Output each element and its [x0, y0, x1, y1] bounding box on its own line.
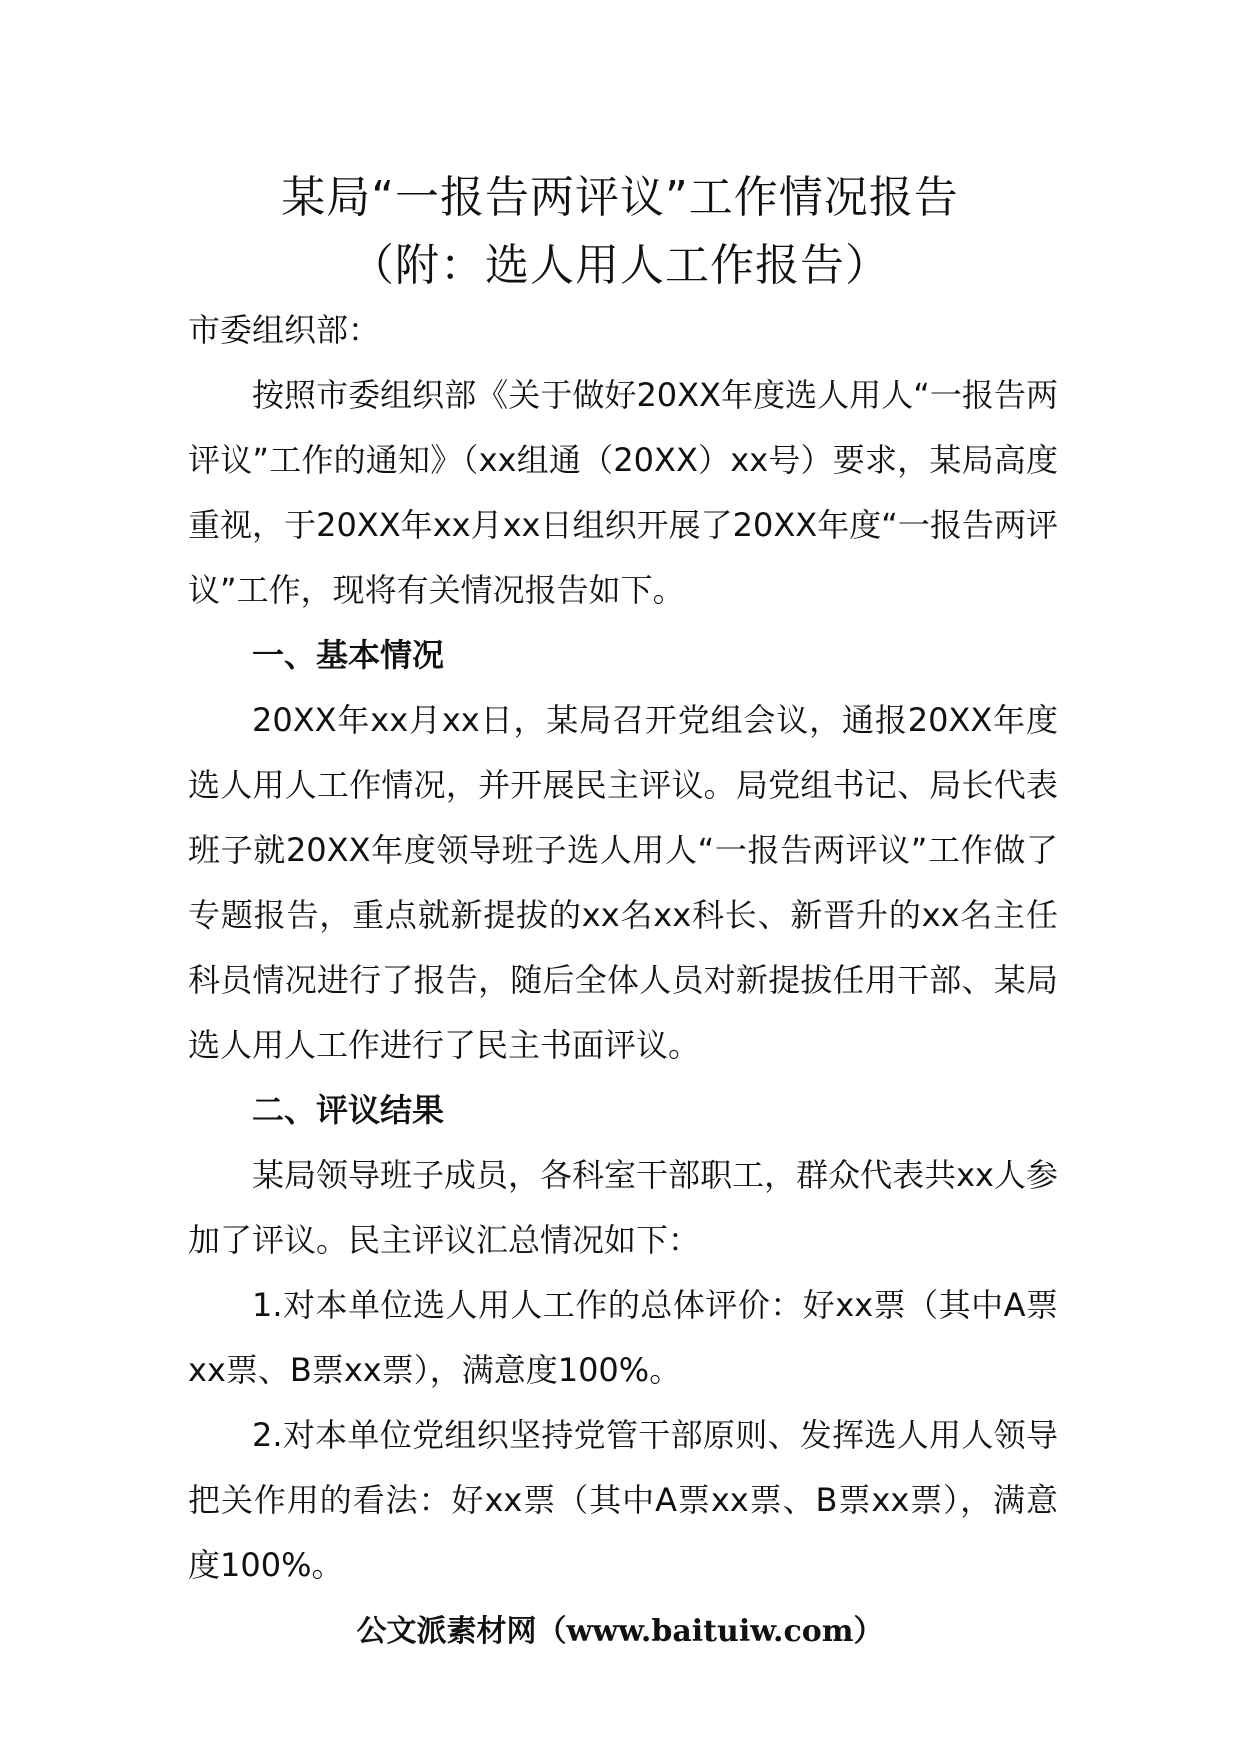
paragraph-result-item-2: 2.对本单位党组织坚持党管干部原则、发挥选人用人领导把关作用的看法：好xx票（其中A票xx票、B票xx票），满意度100%。 — [188, 1416, 1058, 1584]
document-title: 某局“一报告两评议”工作情况报告 — [281, 172, 959, 223]
document-body — [188, 298, 1058, 1598]
paragraph-intro: 按照市委组织部《关于做好20XX年度选人用人“一报告两评议”工作的通知》（xx组通（20XX）xx号）要求，某局高度重视，于20XX年xx月xx日组织开展了20XX年度“一报告两评议”工作，现将有关情况报告如下。 — [188, 376, 1058, 609]
section-heading-basic: 一、基本情况 — [252, 636, 445, 674]
footer-watermark: 公文派素材网（www.baituiw.com） — [356, 1614, 884, 1649]
paragraph-result-item-1: 1.对本单位选人用人工作的总体评价：好xx票（其中A票xx票、B票xx票），满意度100%。 — [188, 1286, 1058, 1389]
paragraph-results-intro: 某局领导班子成员，各科室干部职工，群众代表共xx人参加了评议。民主评议汇总情况如下： — [188, 1156, 1058, 1259]
section-heading-results: 二、评议结果 — [252, 1091, 445, 1129]
paragraph-basic-situation: 20XX年xx月xx日，某局召开党组会议，通报20XX年度选人用人工作情况，并开展民主评议。局党组书记、局长代表班子就20XX年度领导班子选人用人“一报告两评议”工作做了专题报告，重点就新提拔的xx名xx科长、新晋升的xx名主任科员情况进行了报告，随后全体人员对新提拔任用干部、某局选人用人工作进行了民主书面评议。 — [188, 701, 1058, 1064]
salutation: 市委组织部： — [188, 311, 381, 349]
document-subtitle: （附：选人用人工作报告） — [350, 240, 890, 291]
